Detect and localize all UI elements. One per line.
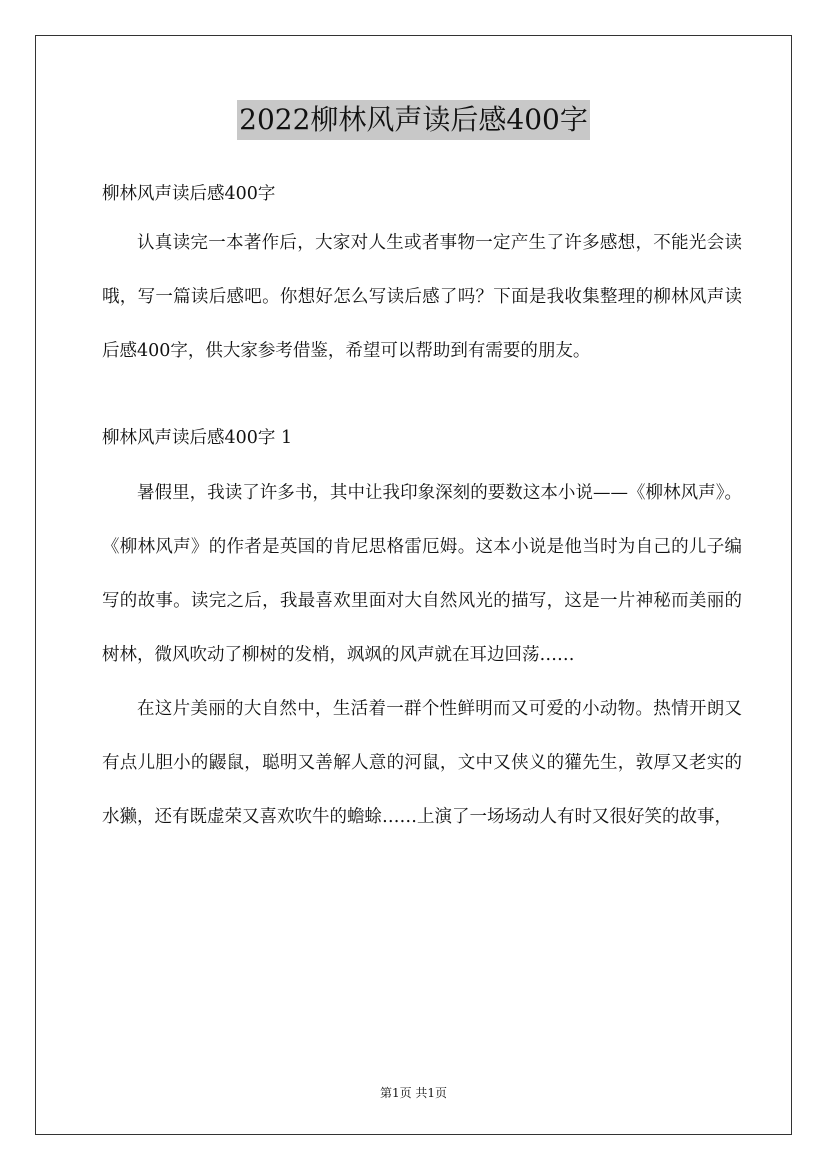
section-spacer [102,378,742,416]
intro-heading: 柳林风声读后感400字 [102,184,276,204]
section1-paragraph-1: 暑假里，我读了许多书，其中让我印象深刻的要数这本小说——《柳林风声》。《柳林风声》的作者是英国的肯尼思格雷厄姆。这本小说是他当时为自己的儿子编写的故事。读完之后，我最喜欢里面对大自然风光的描写，这是一片神秘而美丽的树林，微风吹动了柳树的发梢，飒飒的风声就在耳边回荡…… [102,483,742,665]
page-footer [0,1084,827,1101]
document-body [102,172,742,844]
document-title: 2022柳林风声读后感400字 [237,100,590,140]
page-number: 第1页 共1页 [379,1086,448,1100]
title-container [0,100,827,140]
section1-paragraph-2: 在这片美丽的大自然中，生活着一群个性鲜明而又可爱的小动物。热情开朗又有点儿胆小的鼹鼠，聪明又善解人意的河鼠，文中又侠义的獾先生，敦厚又老实的水獭，还有既虚荣又喜欢吹牛的蟾蜍……上演了一场场动人有时又很好笑的故事， [102,699,742,827]
section1-heading: 柳林风声读后感400字 1 [102,428,293,448]
intro-paragraph: 认真读完一本著作后，大家对人生或者事物一定产生了许多感想，不能光会读哦，写一篇读后感吧。你想好怎么写读后感了吗？下面是我收集整理的柳林风声读后感400字，供大家参考借鉴，希望可以帮助到有需要的朋友。 [102,233,742,361]
